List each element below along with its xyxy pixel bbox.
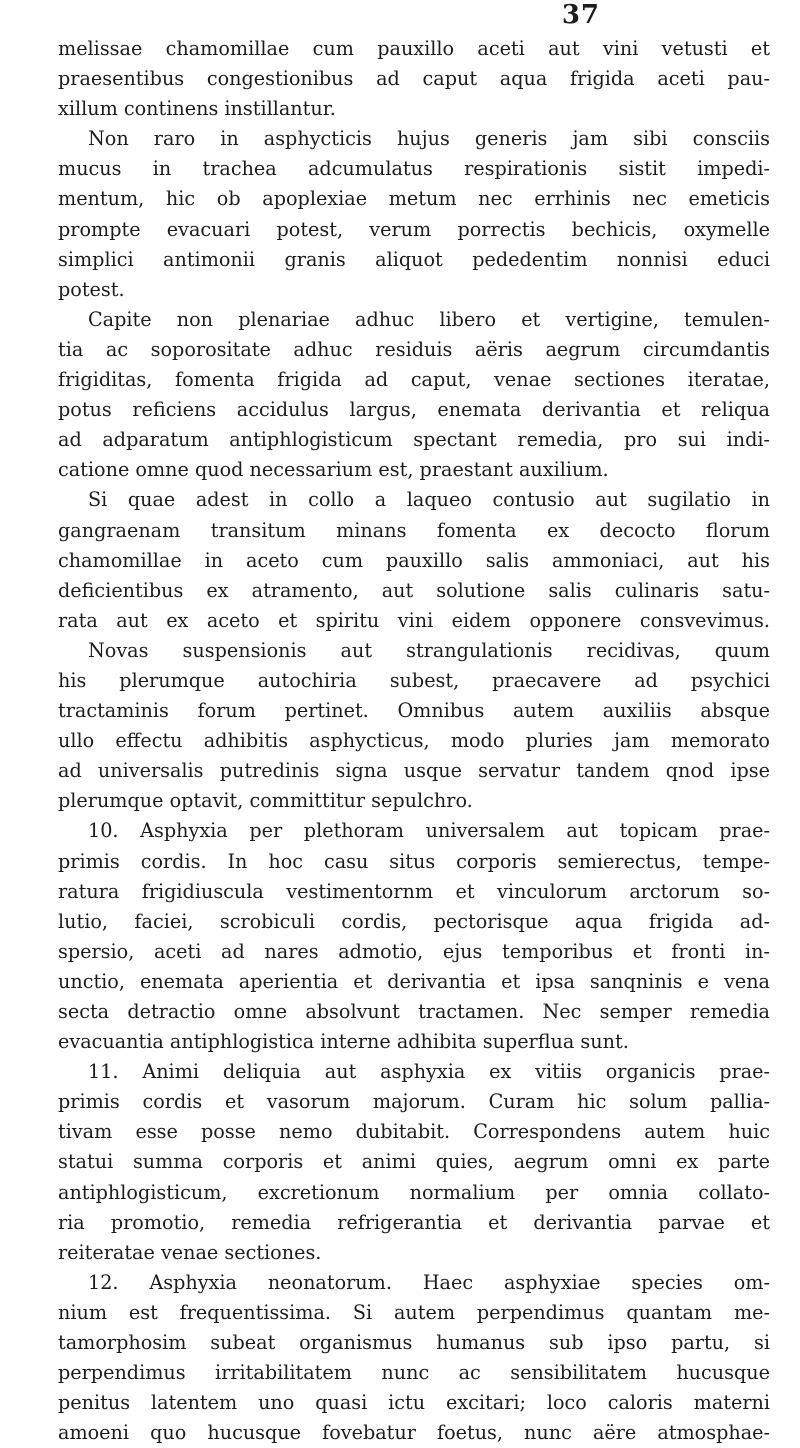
text-line: ratura frigidiuscula vestimentornm et vinculorum arctorum so-: [58, 879, 770, 903]
text-line: ria promotio, remedia refrigerantia et derivantia parvae et: [58, 1210, 770, 1234]
text-line: Non raro in asphycticis hujus generis jam sibi consciis: [88, 127, 770, 151]
text-line: frigiditas, fomenta frigida ad caput, venae sectiones iteratae,: [58, 368, 770, 392]
text-line: rata aut ex aceto et spiritu vini eidem opponere consvevimus.: [58, 608, 770, 632]
text-line: tia ac soporositate adhuc residuis aëris aegrum circumdantis: [58, 337, 770, 361]
body-text: [58, 34, 770, 1448]
text-line: penitus latentem uno quasi ictu excitari; loco caloris materni: [58, 1391, 770, 1415]
text-line: mucus in trachea adcumulatus respirationis sistit impedi-: [58, 157, 770, 181]
text-line: perpendimus irritabilitatem nunc ac sensibilitatem hucusque: [58, 1361, 770, 1385]
text-line: chamomillae in aceto cum pauxillo salis ammoniaci, aut his: [58, 548, 770, 572]
text-line: 11. Animi deliquia aut asphyxia ex vitiis organicis prae-: [88, 1060, 770, 1084]
text-line: gangraenam transitum minans fomenta ex decocto florum: [58, 518, 770, 542]
text-line: 12. Asphyxia neonatorum. Haec asphyxiae species om-: [88, 1270, 770, 1294]
text-line: spersio, aceti ad nares admotio, ejus temporibus et fronti in-: [58, 939, 770, 963]
text-line: reiteratae venae sectiones.: [58, 1240, 322, 1264]
text-line: deficientibus ex atramento, aut solutione salis culinaris satu-: [58, 578, 770, 602]
text-line: Novas suspensionis aut strangulationis recidivas, quum: [88, 638, 770, 662]
text-line: ad adparatum antiphlogisticum spectant remedia, pro sui indi-: [58, 428, 770, 452]
text-line: antiphlogisticum, excretionum normalium per omnia collato-: [58, 1180, 770, 1204]
text-line: ad universalis putredinis signa usque servatur tandem qnod ipse: [58, 759, 770, 783]
text-line: 10. Asphyxia per plethoram universalem aut topicam prae-: [88, 819, 770, 843]
text-line: lutio, faciei, scrobiculi cordis, pectorisque aqua frigida ad-: [58, 909, 770, 933]
text-line: amoeni quo hucusque fovebatur foetus, nunc aëre atmosphae-: [58, 1421, 770, 1445]
text-line: tamorphosim subeat organismus humanus sub ipso partu, si: [58, 1331, 770, 1355]
text-line: primis cordis et vasorum majorum. Curam hic solum pallia-: [58, 1090, 770, 1114]
text-line: mentum, hic ob apoplexiae metum nec errhinis nec emeticis: [58, 187, 770, 211]
text-line: xillum continens instillantur.: [58, 97, 336, 121]
text-line: secta detractio omne absolvunt tractamen. Nec semper remedia: [58, 1000, 770, 1023]
text-line: praesentibus congestionibus ad caput aqua frigida aceti pau-: [58, 67, 770, 91]
text-line: statui summa corporis et animi quies, aegrum omni ex parte: [58, 1150, 770, 1174]
text-line: simplici antimonii granis aliquot pededentim nonnisi educi: [58, 247, 770, 271]
text-line: tivam esse posse nemo dubitabit. Correspondens autem huic: [58, 1120, 770, 1144]
page-number: 37: [561, 0, 600, 30]
text-line: Capite non plenariae adhuc libero et vertigine, temulen-: [88, 307, 770, 331]
text-line: nium est frequentissima. Si autem perpendimus quantam me-: [58, 1300, 770, 1324]
text-line: evacuantia antiphlogistica interne adhibita superflua sunt.: [58, 1030, 629, 1054]
text-line: his plerumque autochiria subest, praecavere ad psychici: [58, 668, 770, 692]
text-line: plerumque optavit, committitur sepulchro.: [58, 789, 473, 813]
text-line: potus reficiens accidulus largus, enemata derivantia et reliqua: [58, 398, 770, 422]
text-line: ullo effectu adhibitis asphycticus, modo pluries jam memorato: [58, 729, 770, 753]
text-line: primis cordis. In hoc casu situs corporis semierectus, tempe-: [58, 849, 770, 873]
text-line: potest.: [58, 277, 125, 301]
text-line: Si quae adest in collo a laqueo contusio aut sugilatio in: [88, 488, 770, 512]
text-line: unctio, enemata aperientia et derivantia et ipsa sanqninis e vena: [58, 969, 770, 993]
text-line: prompte evacuari potest, verum porrectis bechicis, oxymelle: [58, 217, 770, 241]
text-line: melissae chamomillae cum pauxillo aceti aut vini vetusti et: [58, 37, 770, 60]
text-line: tractaminis forum pertinet. Omnibus autem auxiliis absque: [58, 699, 770, 723]
text-line: catione omne quod necessarium est, praestant auxilium.: [58, 458, 609, 482]
